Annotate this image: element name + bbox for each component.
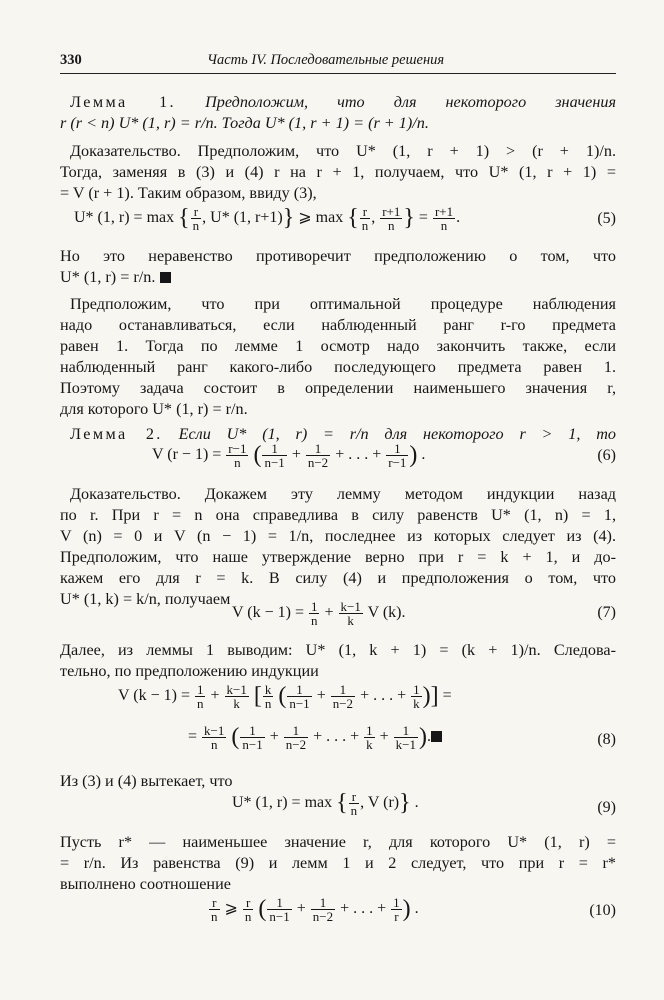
para2-line4: наблюденный ранг какого-либо последующего предмета равен 1. [60, 358, 616, 376]
eq9-number: (9) [597, 799, 616, 816]
proof1-line3: = V (r + 1). Таким образом, ввиду (3), [60, 184, 317, 202]
para2-line1: Предположим, что при оптимальной процедуре наблюдения [70, 295, 616, 313]
equation-10: $\frac{r}{n}$ ⩾ $\frac{r}{n}$ ( $\frac{1}{n-1}$ + $\frac{1}{n-2}$ + . . . + $\frac{1}{r}$ ) . [211, 895, 419, 924]
equation-9: U* (1, r) = max { $\frac{r}{n}$ , V (r)} . [232, 789, 419, 818]
proof1-line5: U* (1, r) = r/n. [60, 267, 606, 288]
proof2-line6: U* (1, k) = k/n, получаем [60, 590, 231, 608]
para2-line5: Поэтому задача состоит в определении наименьшего значения r, [60, 379, 616, 397]
para5-line2: = r/n. Из равенства (9) и лемм 1 и 2 следует, что при r = r* [60, 854, 616, 872]
proof2-line4: Предположим, что наше утверждение верно при r = k + 1, и до- [60, 548, 616, 566]
page-number: 330 [60, 52, 82, 68]
proof2-line1: Доказательство. Докажем эту лемму методом индукции назад [70, 485, 616, 503]
proof1-line4: Но это неравенство противоречит предположению о том, что [60, 247, 616, 265]
para2-line2: надо останавливаться, если наблюденный ранг r-го предмета [60, 316, 616, 334]
para5-line3: выполнено соотношение [60, 875, 231, 893]
header-rule [60, 73, 616, 74]
para5-line1: Пусть r* — наименьшее значение r, для которого U* (1, r) = [60, 833, 616, 851]
qed-square-icon [431, 731, 442, 742]
proof1-line2: Тогда, заменяя в (3) и (4) r на r + 1, получаем, что U* (1, r + 1) = [60, 163, 616, 181]
proof1-line1: Доказательство. Предположим, что U* (1, r + 1) > (r + 1)/n. [70, 142, 616, 160]
equation-6: V (r − 1) = $\frac{r-1}{n}$ ( $\frac{1}{n-1}$ + $\frac{1}{n-2}$ + . . . + $\frac{1}{r-1}$ ) . [152, 441, 426, 470]
proof2-line5: кажем его для r = k. В силу (4) и предположения о том, что [60, 569, 616, 587]
eq5-number: (5) [597, 210, 616, 227]
eq10-number: (10) [589, 902, 616, 919]
equation-7: V (k − 1) = $\frac{1}{n}$ + $\frac{k-1}{k}$ V (k). [232, 599, 406, 628]
lemma1-statement: Предположим, что для некоторого значения [205, 93, 617, 111]
para3-line2: тельно, по предположению индукции [60, 662, 319, 680]
equation-8-line2: = $\frac{k-1}{n}$ ( $\frac{1}{n-1}$ + $\frac{1}{n-2}$ + . . . + $\frac{1}{k}$ + $\frac{1}{k-1}$ ). [188, 724, 442, 751]
equation-5: U* (1, r) = max { $\frac{r}{n}$ , U* (1, r+1)} ⩾ max { $\frac{r}{n}$ , $\frac{r+1}{n}$ } = $\frac{r+1}{n}$ . [74, 204, 461, 233]
para2-line6: для которого U* (1, r) = r/n. [60, 400, 248, 418]
para4-line1: Из (3) и (4) вытекает, что [60, 772, 233, 790]
para3-line1: Далее, из леммы 1 выводим: U* (1, k + 1) = (k + 1)/n. Следова- [60, 641, 616, 659]
lemma2-label: Лемма 2. [70, 425, 163, 443]
running-title: Часть IV. Последовательные решения [207, 52, 445, 68]
lemma1-line2: r (r < n) U* (1, r) = r/n. Тогда U* (1, r + 1) = (r + 1)/n. [60, 114, 429, 132]
eq7-number: (7) [597, 604, 616, 621]
lemma1-line1 [70, 92, 616, 113]
eq8-number: (8) [597, 731, 616, 748]
eq6-number: (6) [597, 447, 616, 464]
running-header [60, 52, 616, 72]
proof2-line2: по r. При r = n она справедлива в силу равенств U* (1, n) = 1, [60, 506, 616, 524]
equation-8-line1: V (k − 1) = $\frac{1}{n}$ + $\frac{k-1}{k}$ [ $\frac{k}{n}$ ( $\frac{1}{n-1}$ + $\frac{1}{n-2}$ + . . . + $\frac{1}{k}$ )] = [118, 682, 452, 711]
lemma2-statement: Если U* (1, r) = r/n для некоторого r > 1, то [178, 425, 617, 443]
proof2-line3: V (n) = 0 и V (n − 1) = 1/n, последнее из которых следует из (4). [60, 527, 616, 545]
qed-square-icon [160, 272, 171, 283]
lemma1-label: Лемма 1. [70, 93, 177, 111]
para2-line3: равен 1. Тогда по лемме 1 осмотр надо закончить также, если [60, 337, 616, 355]
